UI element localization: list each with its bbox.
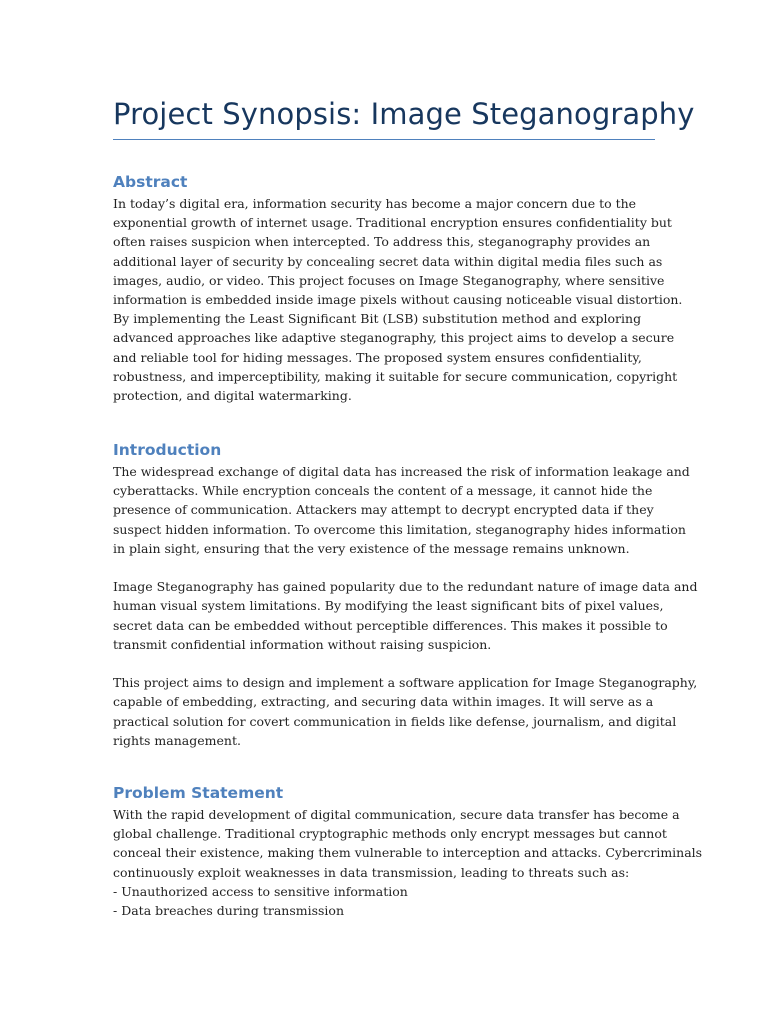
list-item: - Unauthorized access to sensitive information (113, 883, 408, 899)
introduction-section (113, 439, 698, 750)
problem-statement-section (113, 782, 703, 920)
text-line: presence of communication. Attackers may attempt to decrypt encrypted data if they (113, 502, 654, 518)
text-line: advanced approaches like adaptive steganography, this project aims to develop a secure (113, 330, 675, 346)
text-line: By implementing the Least Significant Bit (LSB) substitution method and exploring (113, 311, 642, 327)
title-underline (113, 139, 655, 140)
text-line: in plain sight, ensuring that the very existence of the message remains unknown. (113, 540, 630, 556)
text-line: and reliable tool for hiding messages. The proposed system ensures confidentiality, (113, 349, 642, 365)
text-line: transmit confidential information without raising suspicion. (113, 636, 492, 652)
text-line: information is embedded inside image pixels without causing noticeable visual distortion. (113, 292, 683, 308)
text-line: robustness, and imperceptibility, making it suitable for secure communication, copyright (113, 368, 678, 384)
text-line: global challenge. Traditional cryptographic methods only encrypt messages but cannot (113, 826, 667, 842)
text-line: Image Steganography has gained popularity due to the redundant nature of image data and (113, 579, 698, 595)
problem-statement-paragraph (113, 805, 703, 920)
text-line: continuously exploit weaknesses in data transmission, leading to threats such as: (113, 864, 630, 880)
text-line: human visual system limitations. By modifying the least significant bits of pixel values, (113, 598, 664, 614)
abstract-section (113, 171, 683, 405)
text-line: often raises suspicion when intercepted. To address this, steganography provides an (113, 234, 651, 250)
text-line: cyberattacks. While encryption conceals the content of a message, it cannot hide the (113, 483, 653, 499)
text-line: conceal their existence, making them vulnerable to interception and attacks. Cybercriminals (113, 845, 703, 861)
text-line: additional layer of security by concealing secret data within digital media files such as (113, 253, 663, 269)
introduction-paragraph-1 (113, 462, 690, 558)
text-line: The widespread exchange of digital data has increased the risk of information leakage and (113, 464, 690, 479)
text-line: practical solution for covert communication in fields like defense, journalism, and digital (113, 713, 677, 729)
document-title: Project Synopsis: Image Steganography (113, 97, 695, 131)
text-line: In today’s digital era, information security has become a major concern due to the (113, 196, 637, 211)
introduction-paragraph-3 (113, 673, 698, 750)
text-line: exponential growth of internet usage. Traditional encryption ensures confidentiality but (113, 215, 672, 231)
text-line: images, audio, or video. This project focuses on Image Steganography, where sensitive (113, 272, 665, 288)
text-line: secret data can be embedded without perceptible differences. This makes it possible to (113, 617, 668, 633)
text-line: rights management. (113, 732, 241, 748)
text-line: With the rapid development of digital communication, secure data transfer has become a (113, 807, 680, 822)
problem-statement-heading: Problem Statement (113, 784, 284, 802)
text-line: This project aims to design and implement a software application for Image Steganography, (113, 675, 698, 691)
text-line: capable of embedding, extracting, and securing data within images. It will serve as a (113, 694, 654, 710)
text-line: suspect hidden information. To overcome this limitation, steganography hides information (113, 521, 686, 537)
abstract-heading: Abstract (113, 173, 188, 191)
introduction-heading: Introduction (113, 441, 222, 459)
introduction-paragraph-2 (113, 577, 698, 654)
list-item: - Data breaches during transmission (113, 903, 345, 919)
abstract-paragraph (113, 194, 683, 405)
text-line: protection, and digital watermarking. (113, 388, 352, 404)
